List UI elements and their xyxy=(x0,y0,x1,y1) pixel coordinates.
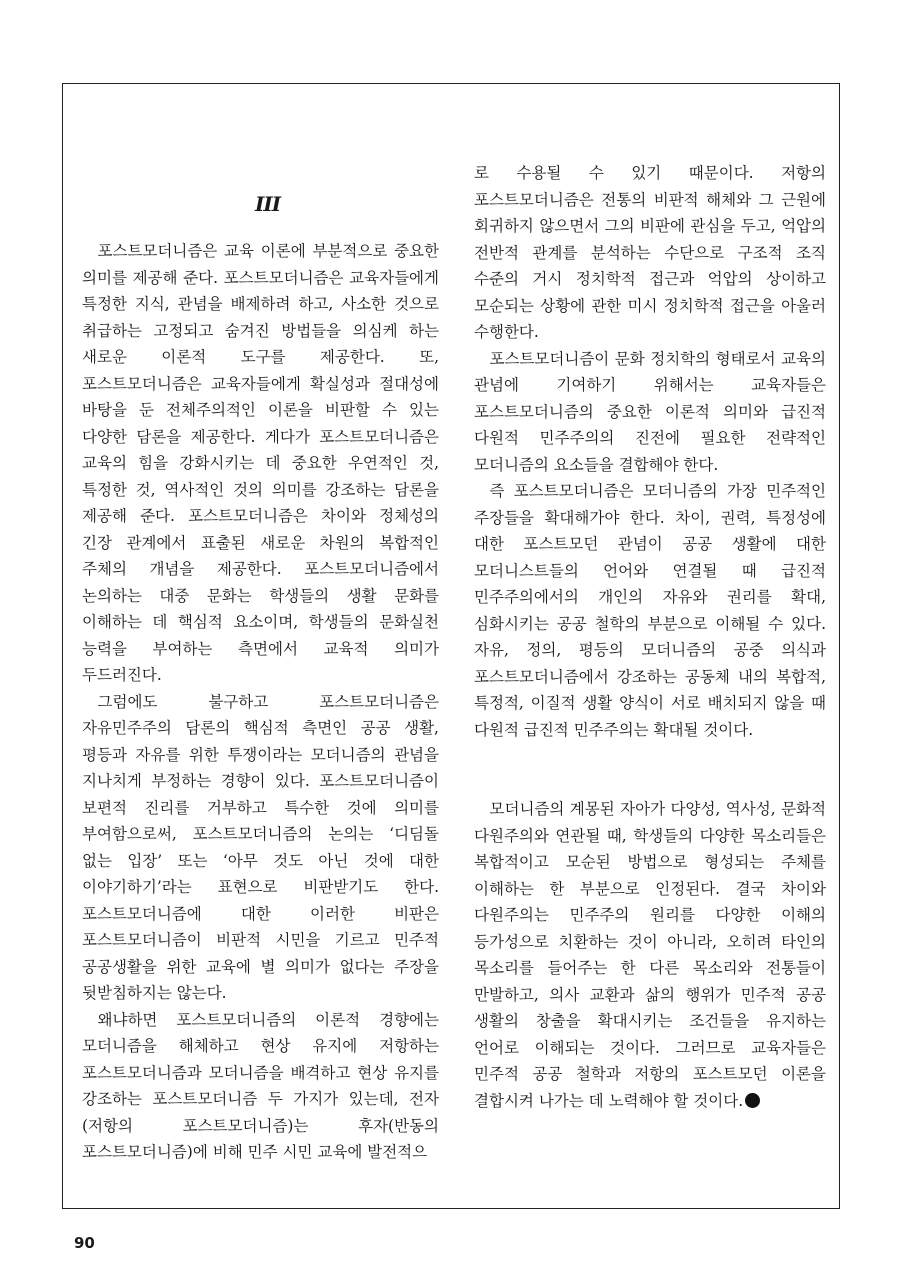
right-column xyxy=(474,160,826,1114)
right-paragraph-2: 포스트모더니즘이 문화 정치학의 형태로서 교육의 관념에 기여하기 위해서는 교육자들은 포스트모더니즘의 중요한 이론적 의미와 급진적 다원적 민주주의의 진전에 필요한 전략적인 모더니즘의 요소들을 결합해야 한다. xyxy=(474,349,826,474)
right-paragraph-3: 즉 포스트모더니즘은 모더니즘의 가장 민주적인 주장들을 확대해가야 한다. 차이, 권력, 특정성에 대한 포스트모던 관념이 공공 생활에 대한 모더니스트들의 언어와 연결될 때 급진적 민주주의에서의 개인의 자유와 권리를 확대, 심화시키는 공공 철학의 부분으로 이해될 수 있다. 자유, 정의, 평등의 모더니즘의 공중 의식과 포스트모더니즘에서 강조하는 공동체 내의 복합적, 특정적, 이질적 생활 양식이 서로 배치되지 않을 때 다원적 급진적 민주주의는 확대될 것이다. xyxy=(474,482,826,739)
left-paragraph-2: 그럼에도 불구하고 포스트모더니즘은 자유민주주의 담론의 핵심적 측면인 공공 생활, 평등과 자유를 위한 투쟁이라는 모더니즘의 관념을 지나치게 부정하는 경향이 있다. 포스트모더니즘이 보편적 진리를 거부하고 특수한 것에 의미를 부여함으로써, 포스트모더니즘의 논의는 ‘디딤돌 없는 입장’ 또는 ‘아무 것도 아닌 것에 대한 이야기하기’라는 표현으로 비판받기도 한다. 포스트모더니즘에 대한 이러한 비판은 포스트모더니즘이 비판적 시민을 기르고 민주적 공공생활을 위한 교육에 별 의미가 없다는 주장을 뒷받침하지는 않는다. xyxy=(82,692,439,1002)
section-numeral: III xyxy=(255,192,281,216)
left-paragraph-1: 포스트모더니즘은 교육 이론에 부분적으로 중요한 의미를 제공해 준다. 포스트모더니즘은 교육자들에게 특정한 지식, 관념을 배제하려 하고, 사소한 것으로 취급하는 고정되고 숨겨진 방법들을 의심케 하는 새로운 이론적 도구를 제공한다. 또, 포스트모더니즘은 교육자들에게 확실성과 절대성에 바탕을 둔 전체주의적인 이론을 비판할 수 있는 다양한 담론을 제공한다. 게다가 포스트모더니즘은 교육의 힘을 강화시키는 데 중요한 우연적인 것, 특정한 것, 역사적인 것의 의미를 강조하는 담론을 제공해 준다. 포스트모더니즘은 차이와 정체성의 긴장 관계에서 표출된 새로운 차원의 복합적인 주체의 개념을 제공한다. 포스트모더니즘에서 논의하는 대중 문화는 학생들의 생활 문화를 이해하는 데 핵심적 요소이며, 학생들의 문화실천 능력을 부여하는 측면에서 교육적 의미가 두드러진다. xyxy=(82,242,439,684)
right-paragraph-4 xyxy=(474,796,826,1114)
end-of-article-icon xyxy=(745,1093,760,1108)
paragraph-gap xyxy=(474,743,826,796)
left-column xyxy=(82,238,439,1166)
page-number: 90 xyxy=(74,1234,95,1252)
left-paragraph-3: 왜냐하면 포스트모더니즘의 이론적 경향에는 모더니즘을 해체하고 현상 유지에 저항하는 포스트모더니즘과 모더니즘을 배격하고 현상 유지를 강조하는 포스트모더니즘 두 가지가 있는데, 전자(저항의 포스트모더니즘)는 후자(반동의 포스트모더니즘)에 비해 민주 시민 교육에 발전적으 xyxy=(82,1010,439,1161)
right-paragraph-1: 로 수용될 수 있기 때문이다. 저항의 포스트모더니즘은 전통의 비판적 해체와 그 근원에 회귀하지 않으면서 그의 비판에 관심을 두고, 억압의 전반적 관계를 분석하는 수단으로 구조적 조직 수준의 거시 정치학적 접근과 억압의 상이하고 모순되는 상황에 관한 미시 정치학적 접근을 아울러 수행한다. xyxy=(474,164,826,341)
right-paragraph-4-text: 모더니즘의 계몽된 자아가 다양성, 역사성, 문화적 다원주의와 연관될 때, 학생들의 다양한 목소리들은 복합적이고 모순된 방법으로 형성되는 주체를 이해하는 한 부분으로 인정된다. 결국 차이와 다원주의는 민주주의 원리를 다양한 이해의 등가성으로 치환하는 것이 아니라, 오히려 타인의 목소리를 들어주는 한 다른 목소리와 전통들이 만발하고, 의사 교환과 삶의 행위가 민주적 공공 생활의 창출을 확대시키는 조건들을 유지하는 언어로 이해되는 것이다. 그러므로 교육자들은 민주적 공공 철학과 저항의 포스트모던 이론을 결합시켜 나가는 데 노력해야 할 것이다. xyxy=(474,800,826,1110)
